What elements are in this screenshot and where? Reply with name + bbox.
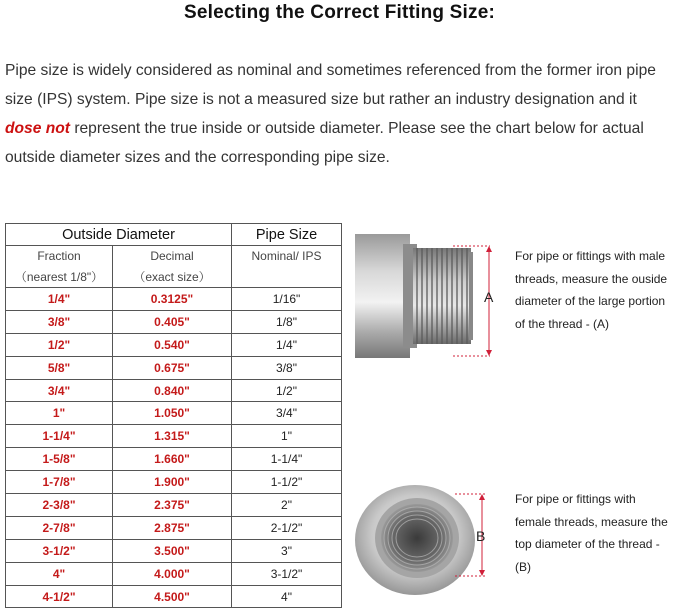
- table-row: [6, 402, 342, 425]
- table-row: [6, 494, 342, 517]
- cell-ips: 1": [232, 425, 342, 448]
- cell-decimal: 1.660": [113, 448, 232, 471]
- cell-decimal: 0.540": [113, 333, 232, 356]
- cell-decimal: 1.050": [113, 402, 232, 425]
- cell-fraction: 1-7/8": [6, 471, 113, 494]
- cell-decimal: 1.900": [113, 471, 232, 494]
- subheader-nominal-blank: [232, 266, 342, 288]
- size-chart: [5, 223, 341, 608]
- table-row: [6, 379, 342, 402]
- cell-ips: 1/4": [232, 333, 342, 356]
- subheader-nominal: Nominal/ IPS: [232, 246, 342, 266]
- cell-fraction: 4": [6, 562, 113, 585]
- cell-ips: 1-1/2": [232, 471, 342, 494]
- cell-ips: 3-1/2": [232, 562, 342, 585]
- table-row: [6, 516, 342, 539]
- cell-decimal: 3.500": [113, 539, 232, 562]
- cell-ips: 4": [232, 585, 342, 608]
- cell-fraction: 1/2": [6, 333, 113, 356]
- subheader-decimal: Decimal: [113, 246, 232, 266]
- table-row: [6, 562, 342, 585]
- table-body: [6, 288, 342, 608]
- cell-ips: 3/8": [232, 356, 342, 379]
- cell-decimal: 0.405": [113, 310, 232, 333]
- table-row: [6, 310, 342, 333]
- cell-decimal: 0.3125": [113, 288, 232, 311]
- cell-ips: 1-1/4": [232, 448, 342, 471]
- cell-fraction: 1": [6, 402, 113, 425]
- cell-fraction: 1/4": [6, 288, 113, 311]
- cell-fraction: 1-1/4": [6, 425, 113, 448]
- intro-paragraph: [5, 56, 673, 172]
- cell-fraction: 5/8": [6, 356, 113, 379]
- cell-fraction: 3/4": [6, 379, 113, 402]
- subheader-fraction: Fraction: [6, 246, 113, 266]
- page-title: Selecting the Correct Fitting Size:: [183, 2, 496, 23]
- cell-decimal: 0.675": [113, 356, 232, 379]
- table-row: [6, 333, 342, 356]
- header-outside-diameter: Outside Diameter: [6, 224, 232, 246]
- dimension-label-a: A: [484, 289, 494, 305]
- table-row: [6, 585, 342, 608]
- intro-text-after: represent the true inside or outside diameter. Please see the chart below for actual outside diameter sizes and the corresponding pipe size.: [5, 120, 644, 166]
- intro-text-before: Pipe size is widely considered as nominal and sometimes referenced from the former iron pipe size (IPS) system. Pipe size is not a measured size but rather an industry designation and it: [5, 62, 656, 108]
- cell-decimal: 1.315": [113, 425, 232, 448]
- table-row: [6, 539, 342, 562]
- cell-fraction: 3/8": [6, 310, 113, 333]
- intro-emphasis: dose not: [5, 120, 70, 137]
- cell-decimal: 4.500": [113, 585, 232, 608]
- cell-decimal: 0.840": [113, 379, 232, 402]
- cell-ips: 1/8": [232, 310, 342, 333]
- dimension-label-b: B: [476, 528, 486, 544]
- cell-ips: 3": [232, 539, 342, 562]
- table-row: [6, 448, 342, 471]
- female-thread-caption: For pipe or fittings with female threads, measure the top diameter of the thread - (B): [515, 492, 668, 574]
- cell-fraction: 2-7/8": [6, 516, 113, 539]
- table-row: [6, 356, 342, 379]
- cell-ips: 1/2": [232, 379, 342, 402]
- cell-fraction: 2-3/8": [6, 494, 113, 517]
- cell-ips: 1/16": [232, 288, 342, 311]
- cell-ips: 3/4": [232, 402, 342, 425]
- male-thread-caption: For pipe or fittings with male threads, measure the ouside diameter of the large portion of the thread - (A): [515, 249, 668, 331]
- cell-decimal: 2.875": [113, 516, 232, 539]
- cell-fraction: 3-1/2": [6, 539, 113, 562]
- header-pipe-size: Pipe Size: [232, 224, 342, 246]
- table-subheader-row: [6, 246, 342, 266]
- table-subheader-note-row: [6, 266, 342, 288]
- cell-fraction: 4-1/2": [6, 585, 113, 608]
- subheader-decimal-note: （exact size）: [113, 266, 232, 288]
- table-row: [6, 288, 342, 311]
- table-header-row: [6, 224, 342, 246]
- size-table: [5, 223, 342, 608]
- cell-decimal: 2.375": [113, 494, 232, 517]
- subheader-fraction-note: （nearest 1/8"）: [6, 266, 113, 288]
- table-row: [6, 471, 342, 494]
- cell-ips: 2": [232, 494, 342, 517]
- cell-fraction: 1-5/8": [6, 448, 113, 471]
- cell-decimal: 4.000": [113, 562, 232, 585]
- cell-ips: 2-1/2": [232, 516, 342, 539]
- table-row: [6, 425, 342, 448]
